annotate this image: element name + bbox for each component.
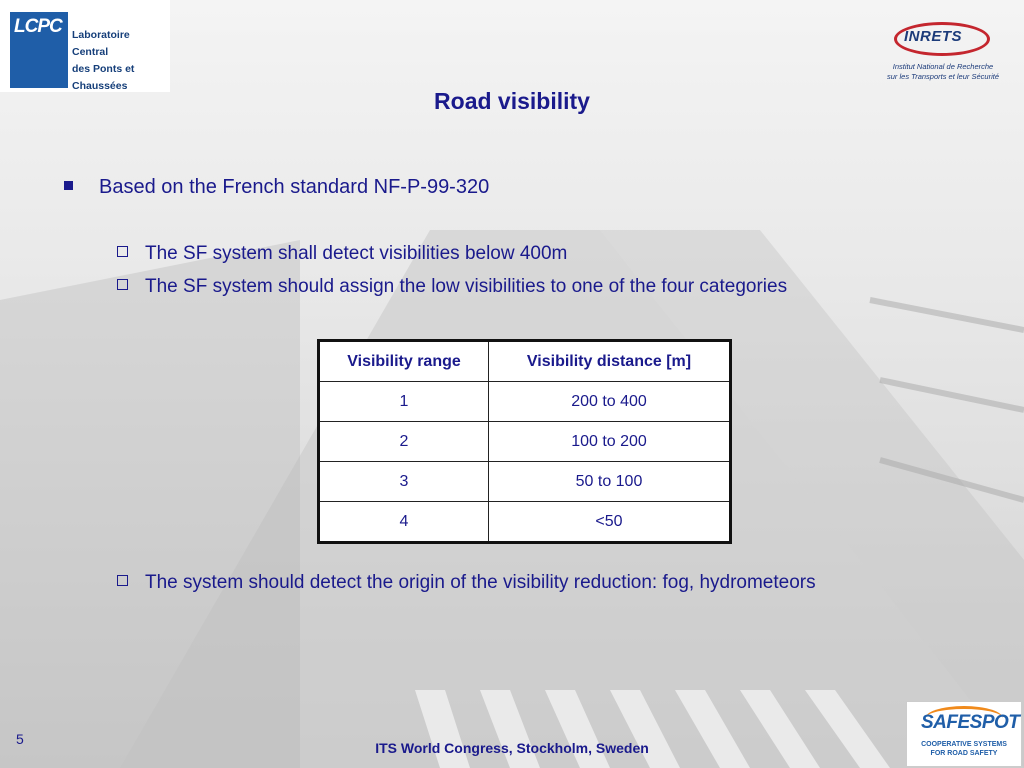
table-row <box>319 422 731 462</box>
lcpc-acronym: LCPC <box>14 16 62 37</box>
table-cell-range: 3 <box>319 462 489 502</box>
main-bullet-text: Based on the French standard NF-P-99-320 <box>99 176 490 198</box>
page-number: 5 <box>16 731 24 747</box>
hollow-square-bullet-icon <box>117 575 128 586</box>
sub-bullet-3 <box>117 572 816 594</box>
table-cell-distance: 200 to 400 <box>489 382 731 422</box>
table-header-range: Visibility range <box>319 341 489 382</box>
sub-bullet-2-text: The SF system should assign the low visibilities to one of the four categories <box>145 276 788 297</box>
table-row <box>319 462 731 502</box>
safespot-name: SAFESPOT <box>921 712 1020 733</box>
safespot-tagline-line1: COOPERATIVE SYSTEMS <box>921 741 1007 748</box>
hollow-square-bullet-icon <box>117 279 128 290</box>
table-cell-range: 1 <box>319 382 489 422</box>
safespot-tagline-line2: FOR ROAD SAFETY <box>930 750 998 757</box>
table-cell-distance: <50 <box>489 502 731 543</box>
table-cell-distance: 100 to 200 <box>489 422 731 462</box>
footer-text: ITS World Congress, Stockholm, Sweden <box>375 740 649 756</box>
sub-bullet-3-text: The system should detect the origin of the visibility reduction: fog, hydrometeors <box>145 572 816 593</box>
inrets-subtitle-line1: Institut National de Recherche <box>892 62 994 71</box>
safespot-logo <box>906 701 1022 767</box>
table-header-row <box>319 341 731 382</box>
sub-bullet-1 <box>117 243 567 265</box>
main-bullet <box>64 176 489 199</box>
table-row <box>319 382 731 422</box>
table-cell-distance: 50 to 100 <box>489 462 731 502</box>
sub-bullet-1-text: The SF system shall detect visibilities below 400m <box>145 243 568 264</box>
safespot-tagline <box>907 740 1021 758</box>
lcpc-logo-mark <box>10 12 68 88</box>
table-cell-range: 2 <box>319 422 489 462</box>
inrets-subtitle-line2: sur les Transports et leur Sécurité <box>887 72 999 81</box>
table-header-distance: Visibility distance [m] <box>489 341 731 382</box>
inrets-acronym: INRETS <box>904 28 963 45</box>
inrets-logo <box>868 14 1018 88</box>
lcpc-logo <box>0 0 170 92</box>
table-row <box>319 502 731 543</box>
lcpc-lab-name-line1: Laboratoire Central <box>72 29 130 58</box>
lcpc-lab-name <box>72 27 168 95</box>
inrets-subtitle <box>868 62 1018 82</box>
square-bullet-icon <box>64 181 73 190</box>
hollow-square-bullet-icon <box>117 246 128 257</box>
slide-title: Road visibility <box>434 88 590 114</box>
sub-bullet-2 <box>117 276 787 298</box>
table-cell-range: 4 <box>319 502 489 543</box>
visibility-table <box>317 339 732 544</box>
lcpc-lab-name-line2: des Ponts et Chaussées <box>72 63 135 92</box>
